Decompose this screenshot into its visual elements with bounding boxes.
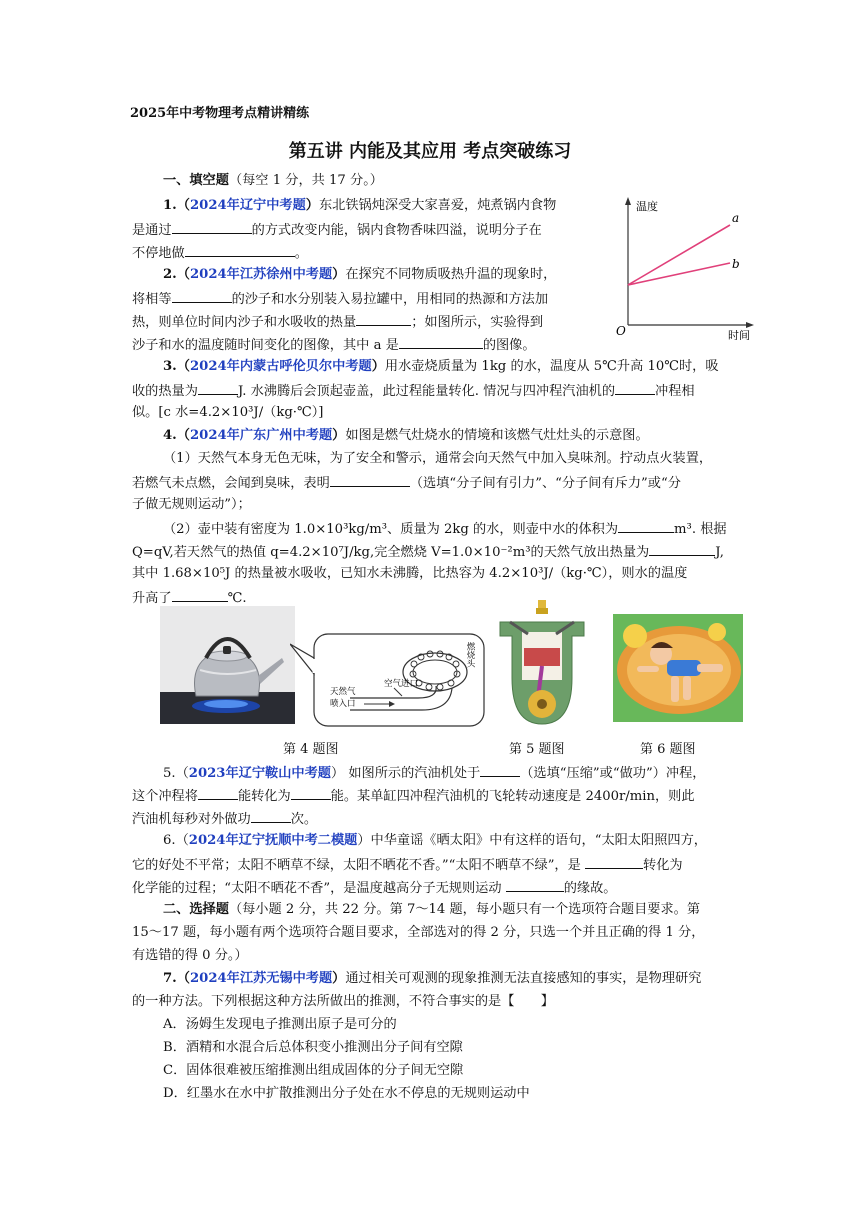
q4-text: J, [715,545,724,560]
q2-text: 沙子和水的温度随时间变化的图像，其中 a 是 [132,338,399,353]
q3-line1 [163,358,719,376]
q4-text: Q=qV,若天然气的热值 q=4.2×10⁷J/kg,完全燃烧 V=1.0×10⁻²m³的天然气放出热量为 [132,545,650,560]
figure-4-caption: 第 4 题图 [283,742,339,757]
q1-text: 东北铁锅炖深受大家喜爱，炖煮锅内食物 [318,198,557,213]
section1-note: （每空 1 分，共 17 分。） [228,173,383,188]
q1-line3 [132,243,308,263]
q4-p2-line2 [132,542,724,562]
q4-text: ℃. [227,591,247,606]
nozzle-label: 喷入口 [330,699,356,709]
q5-text: 这个冲程将 [132,789,198,804]
q2-close: ） [332,267,346,282]
q3-text: J. 水沸腾后会顶起壶盖，此过程能量转化. 情况与四冲程汽油机的 [237,384,616,399]
x-axis-arrow [746,322,754,328]
sunbathing-illustration [613,614,743,722]
q2-text: ；如图所示，实验得到 [411,315,544,330]
x-axis-label: 时间 [728,329,750,340]
kettle-photo [160,606,295,724]
q1-number: 1.（ [163,198,190,213]
q4-close: ） [332,428,346,443]
q2-blank-2[interactable] [356,312,411,326]
q1-text: 不停地做 [132,246,185,261]
q1-text: 。 [294,246,308,261]
q5-text: 如图所示的汽油机处于 [344,766,481,781]
q5-line1 [163,763,705,783]
q2-line1 [163,266,556,284]
section2-line3: 有选错的得 0 分。） [132,948,248,963]
y-axis-arrow [625,197,631,205]
section2-line2: 15～17 题，每小题有两个选项符合题目要求，全部选对的得 2 分，只选一个并且正确的得 1 分， [132,925,705,940]
q5-line2 [132,786,695,806]
q5-blank-1[interactable] [480,763,520,777]
q4-text: （选填“分子间有引力”、“分子间有斥力”或“分 [409,476,681,491]
q5-blank-2[interactable] [198,786,238,800]
doc-header: 2025年中考物理考点精讲精练 [130,106,310,121]
q4-p1-line3: 子做无规则运动”）； [132,497,251,512]
q4-p2-line4 [132,588,247,608]
q5-close: ） [330,766,345,781]
q6-text: 化学能的过程；“太阳不晒花不香”，是温度越高分子无规则运动 [132,881,506,896]
section2-text: （每小题 2 分，共 22 分。第 7～14 题，每小题只有一个选项符合题目要求。第 [228,902,701,917]
temperature-time-graph [610,195,760,340]
q5-blank-4[interactable] [251,809,291,823]
q5-source: 2023年辽宁鞍山中考题 [188,766,331,781]
q7-close: ） [332,971,346,986]
gasoline-engine-figure [498,600,586,728]
q3-close: ） [371,359,385,374]
q6-line3 [132,878,617,898]
line-a [628,225,730,285]
q6-close: ） [357,833,371,848]
q4-p1-line1: （1）天然气本身无色无味，为了安全和警示，通常会向天然气中加入臭味剂。拧动点火装置， [163,451,713,466]
q6-text: 转化为 [643,858,683,873]
q5-blank-3[interactable] [291,786,331,800]
q6-text: 它的好处不平常；太阳不晒草不绿，太阳不晒花不香。”“太阳不晒草不绿”，是 [132,858,586,873]
section2-line1 [163,901,700,919]
q4-blank-2[interactable] [618,519,674,533]
q2-line2 [132,289,548,309]
q2-source: 2024年江苏徐州中考题 [189,267,333,282]
q7-source: 2024年江苏无锡中考题 [189,971,333,986]
q3-text: 用水壶烧质量为 1kg 的水，温度从 5℃升高 10℃时，吸 [384,359,719,374]
q4-p2-line1 [163,519,727,539]
q7-text: 通过相关可观测的现象推测无法直接感知的事实，是物理研究 [345,971,702,986]
q5-text: 汽油机每秒对外做功 [132,812,251,827]
q4-line1 [163,427,649,445]
q4-text: m³. 根据 [674,522,727,537]
q2-line4 [132,335,536,355]
q6-text: 的缘故。 [563,881,617,896]
air-inlet-label: 空气进口 [384,679,419,689]
q3-number: 3.（ [163,359,190,374]
section2-heading: 二、选择题 [163,902,229,917]
line-b [628,263,730,285]
q3-line2 [132,381,695,401]
q2-text: 热，则单位时间内沙子和水吸收的热量 [132,315,357,330]
q2-line3 [132,312,543,332]
q6-line2 [132,855,683,875]
q7-option-d[interactable]: D．红墨水在水中扩散推测出分子处在水不停息的无规则运动中 [163,1086,530,1101]
q4-source: 2024年广东广州中考题 [189,428,333,443]
q4-blank-3[interactable] [649,542,715,556]
figure-5-caption: 第 5 题图 [509,742,565,757]
q2-number: 2.（ [163,267,190,282]
q2-blank-3[interactable] [399,335,483,349]
section1-line [163,172,383,190]
q6-blank-1[interactable] [585,855,643,869]
q2-text: 在探究不同物质吸热升温的现象时， [345,267,557,282]
q4-text: 如图是燃气灶烧水的情境和该燃气灶灶头的示意图。 [345,428,649,443]
burner-head-label: 燃烧头 [465,642,475,668]
q4-blank-1[interactable] [330,473,410,487]
q1-source: 2024年辽宁中考题 [189,198,306,213]
gas-label: 天然气 [330,687,356,697]
q2-text: 的图像。 [482,338,536,353]
origin-label: O [616,324,626,338]
q4-text: 升高了 [132,591,172,606]
q4-text: （2）壶中装有密度为 1.0×10³kg/m³、质量为 2kg 的水，则壶中水的体积为 [163,522,619,537]
q5-text: 能。某单缸四冲程汽油机的飞轮转动速度是 2400r/min，则此 [330,789,695,804]
q7-line1 [163,970,701,988]
q2-text: 将相等 [132,292,172,307]
q1-text: 是通过 [132,223,172,238]
q4-p2-line3: 其中 1.68×10⁵J 的热量被水吸收，已知水未沸腾，比热容为 4.2×10³J/（kg·℃），则水的温度 [132,566,688,581]
q1-line2 [132,220,542,240]
q3-text: 收的热量为 [132,384,198,399]
q7-option-c[interactable]: C．固体很难被压缩推测出组成固体的分子间无空隙 [163,1063,464,1078]
q6-source: 2024年辽宁抚顺中考二模题 [188,833,358,848]
q5-line3 [132,809,317,829]
q4-number: 4.（ [163,428,190,443]
line-b-label: b [732,257,740,271]
figure-6-caption: 第 6 题图 [640,742,696,757]
q6-text: 中华童谣《晒太阳》中有这样的语句，“太阳太阳照四方， [370,833,707,848]
q7-option-a[interactable]: A．汤姆生发现电子推测出原子是可分的 [163,1017,397,1032]
stove-burner-diagram [290,630,490,730]
q3-line3: 似。[c 水=4.2×10³J/（kg·℃）] [132,405,324,420]
section1-heading: 一、填空题 [163,173,229,188]
q5-text: 能转化为 [237,789,291,804]
q4-p1-line2 [132,473,681,493]
q5-number: 5.（ [163,766,189,781]
line-a-label: a [732,211,740,225]
q4-blank-4[interactable] [172,588,228,602]
q1-line1 [163,197,556,215]
q5-text: 次。 [290,812,318,827]
q7-line2: 的一种方法。下列根据这种方法所做出的推测，不符合事实的是【 】 [132,994,554,1009]
q5-text: （选填“压缩”或“做功”）冲程， [520,766,706,781]
q1-close: ） [305,198,319,213]
y-axis-label: 温度 [636,200,658,213]
q1-blank-2[interactable] [185,243,295,257]
q7-number: 7.（ [163,971,190,986]
q1-text: 的方式改变内能，锅内食物香味四溢，说明分子在 [251,223,542,238]
q3-text: 冲程相 [655,384,695,399]
page-title: 第五讲 内能及其应用 考点突破练习 [288,141,572,162]
q3-source: 2024年内蒙古呼伦贝尔中考题 [189,359,372,374]
q3-blank-2[interactable] [615,381,655,395]
q4-text: 若燃气未点燃，会闻到臭味，表明 [132,476,330,491]
q6-blank-2[interactable] [506,878,564,892]
q1-blank-1[interactable] [172,220,252,234]
q3-blank-1[interactable] [198,381,238,395]
q7-option-b[interactable]: B．酒精和水混合后总体积变小推测出分子间有空隙 [163,1040,463,1055]
q6-line1 [163,832,707,850]
q2-blank-1[interactable] [172,289,232,303]
q2-text: 的沙子和水分别装入易拉罐中，用相同的热源和方法加 [231,292,549,307]
q6-number: 6.（ [163,833,189,848]
